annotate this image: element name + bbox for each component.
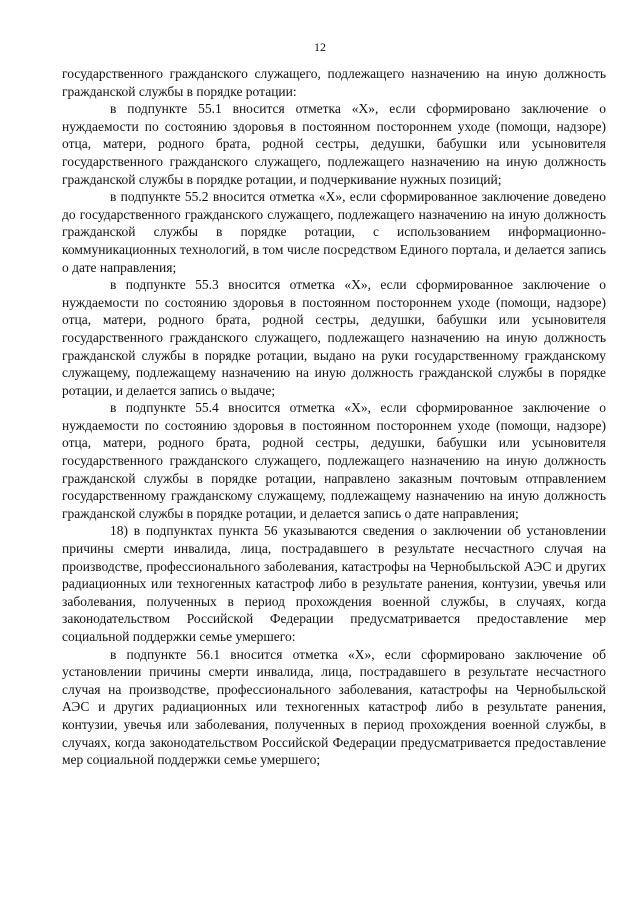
page-number: 12 bbox=[314, 40, 326, 54]
document-body bbox=[62, 65, 606, 769]
paragraph-subitem-55-2: в подпункте 55.2 вносится отметка «Х», если сформированное заключение доведено до государственного гражданского служащего, подлежащего назначению на иную должность гражданской службы в порядке ротации, с использованием информационно-коммуникационных технологий, в том числе посредством Единого портала, и делается запись о дате направления; bbox=[62, 189, 606, 275]
paragraph-subitem-56-1: в подпункте 56.1 вносится отметка «Х», если сформировано заключение об установлении причины смерти инвалида, лица, пострадавшего в результате несчастного случая на производстве, профессионального заболевания, катастрофы на Чернобыльской АЭС и других радиационных или техногенных катастроф либо в результате ранения, контузии, увечья или заболевания, полученных в период прохождения военной службы, в случаях, когда законодательством Российской Федерации предусматривается предоставление мер социальной поддержки семье умершего; bbox=[62, 646, 606, 768]
paragraph-item-18: 18) в подпунктах пункта 56 указываются сведения о заключении об установлении причины смерти инвалида, лица, пострадавшего в результате несчастного случая на производстве, профессионального заболевания, катастрофы на Чернобыльской АЭС и других радиационных или техногенных катастроф либо в результате ранения, контузии, увечья или заболевания, полученных в период прохождения военной службы, в случаях, когда законодательством Российской Федерации предусматривается предоставление мер социальной поддержки семье умершего: bbox=[62, 523, 606, 644]
paragraph-intro-continuation: государственного гражданского служащего, подлежащего назначению на иную должность гражданской службы в порядке ротации: bbox=[62, 66, 606, 99]
paragraph-subitem-55-1: в подпункте 55.1 вносится отметка «Х», если сформировано заключение о нуждаемости по состоянию здоровья в постоянном постороннем уходе (помощи, надзоре) отца, матери, родного брата, родной сестры, дедушки, бабушки или усыновителя государственного гражданского служащего, подлежащего назначению на иную должность гражданской службы в порядке ротации, и подчеркивание нужных позиций; bbox=[62, 101, 606, 187]
paragraph-subitem-55-3: в подпункте 55.3 вносится отметка «Х», если сформированное заключение о нуждаемости по состоянию здоровья в постоянном постороннем уходе (помощи, надзоре) отца, матери, родного брата, родной сестры, дедушки, бабушки или усыновителя государственного гражданского служащего, подлежащего назначению на иную должность гражданской службы в порядке ротации, выдано на руки государственному гражданскому служащему, подлежащему назначению на иную должность гражданской службы в порядке ротации, и делается запись о выдаче; bbox=[62, 277, 606, 398]
paragraph-subitem-55-4: в подпункте 55.4 вносится отметка «Х», если сформированное заключение о нуждаемости по состоянию здоровья в постоянном постороннем уходе (помощи, надзоре) отца, матери, родного брата, родной сестры, дедушки, бабушки или усыновителя государственного гражданского служащего, подлежащего назначению на иную должность гражданской службы в порядке ротации, направлено заказным почтовым отправлением государственному гражданскому служащему, подлежащему назначению на иную должность гражданской службы в порядке ротации, и делается запись о дате направления; bbox=[62, 400, 606, 521]
